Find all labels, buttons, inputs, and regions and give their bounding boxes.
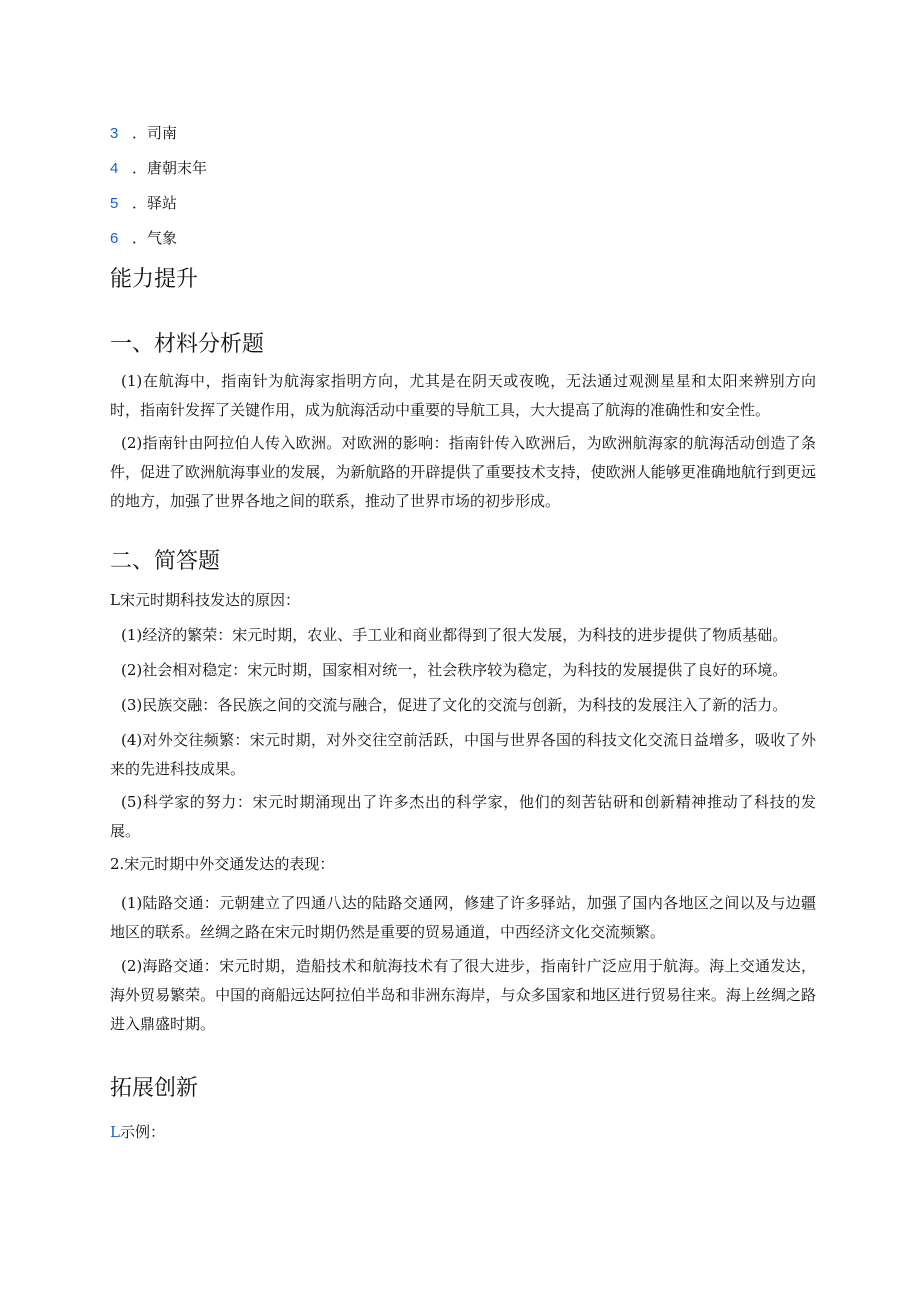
question-1-title: L宋元时期科技发达的原因： [110,591,300,609]
reason-1: (1)经济的繁荣：宋元时期，农业、手工业和商业都得到了很大发展，为科技的进步提供了物质基础。 [121,626,788,644]
answer-number: 4 [110,160,119,177]
section-heading-ability: 能力提升 [110,267,199,292]
answer-item [110,227,177,248]
traffic-sea: (2)海路交通：宋元时期，造船技术和航海技术有了很大进步，指南针广泛应用于航海。海上交通发达，海外贸易繁荣。中国的商船远达阿拉伯半岛和非洲东海岸，与众多国家和地区进行贸易往来。海上丝绸之路进入鼎盛时期。 [110,957,816,1033]
answer-text: ．气象 [132,229,178,247]
short-answer-heading: 二、简答题 [110,549,221,574]
answer-text: ．驿站 [132,194,178,212]
extend-text: 示例： [119,1123,165,1141]
reason-4: (4)对外交往频繁：宋元时期，对外交往空前活跃，中国与世界各国的科技文化交流日益增多，吸收了外来的先进科技成果。 [110,731,816,778]
reason-5: (5)科学家的努力：宋元时期涌现出了许多杰出的科学家，他们的刻苦钻研和创新精神推动了科技的发展。 [110,793,816,840]
material-answer-2: (2)指南针由阿拉伯人传入欧洲。对欧洲的影响：指南针传入欧洲后，为欧洲航海家的航海活动创造了条件，促进了欧洲航海事业的发展，为新航路的开辟提供了重要技术支持，使欧洲人能够更准确地航行到更远的地方，加强了世界各地之间的联系，推动了世界市场的初步形成。 [110,434,816,510]
answer-item [110,157,207,178]
answer-text: ．司南 [132,124,178,142]
material-answer-1: (1)在航海中，指南针为航海家指明方向，尤其是在阴天或夜晚，无法通过观测星星和太阳来辨别方向时，指南针发挥了关键作用，成为航海活动中重要的导航工具，大大提高了航海的准确性和安全性。 [110,372,816,419]
traffic-land: (1)陆路交通：元朝建立了四通八达的陆路交通网，修建了许多驿站，加强了国内各地区之间以及与边疆地区的联系。丝绸之路在宋元时期仍然是重要的贸易通道，中西经济文化交流频繁。 [110,894,816,941]
answer-item [110,192,177,213]
reason-3: (3)民族交融：各民族之间的交流与融合，促进了文化的交流与创新，为科技的发展注入了新的活力。 [121,696,788,714]
extend-prefix: L [110,1123,120,1141]
question-2-title: 2.宋元时期中外交通发达的表现： [110,855,335,873]
material-heading: 一、材料分析题 [110,332,265,357]
answer-number: 5 [110,195,119,212]
answer-number: 3 [110,125,119,142]
answer-text: ．唐朝末年 [132,159,208,177]
extend-example [110,1121,165,1142]
section-heading-extend: 拓展创新 [110,1076,199,1101]
answer-number: 6 [110,230,119,247]
answer-item [110,122,177,143]
reason-2: (2)社会相对稳定：宋元时期，国家相对统一，社会秩序较为稳定，为科技的发展提供了良好的环境。 [121,661,788,679]
